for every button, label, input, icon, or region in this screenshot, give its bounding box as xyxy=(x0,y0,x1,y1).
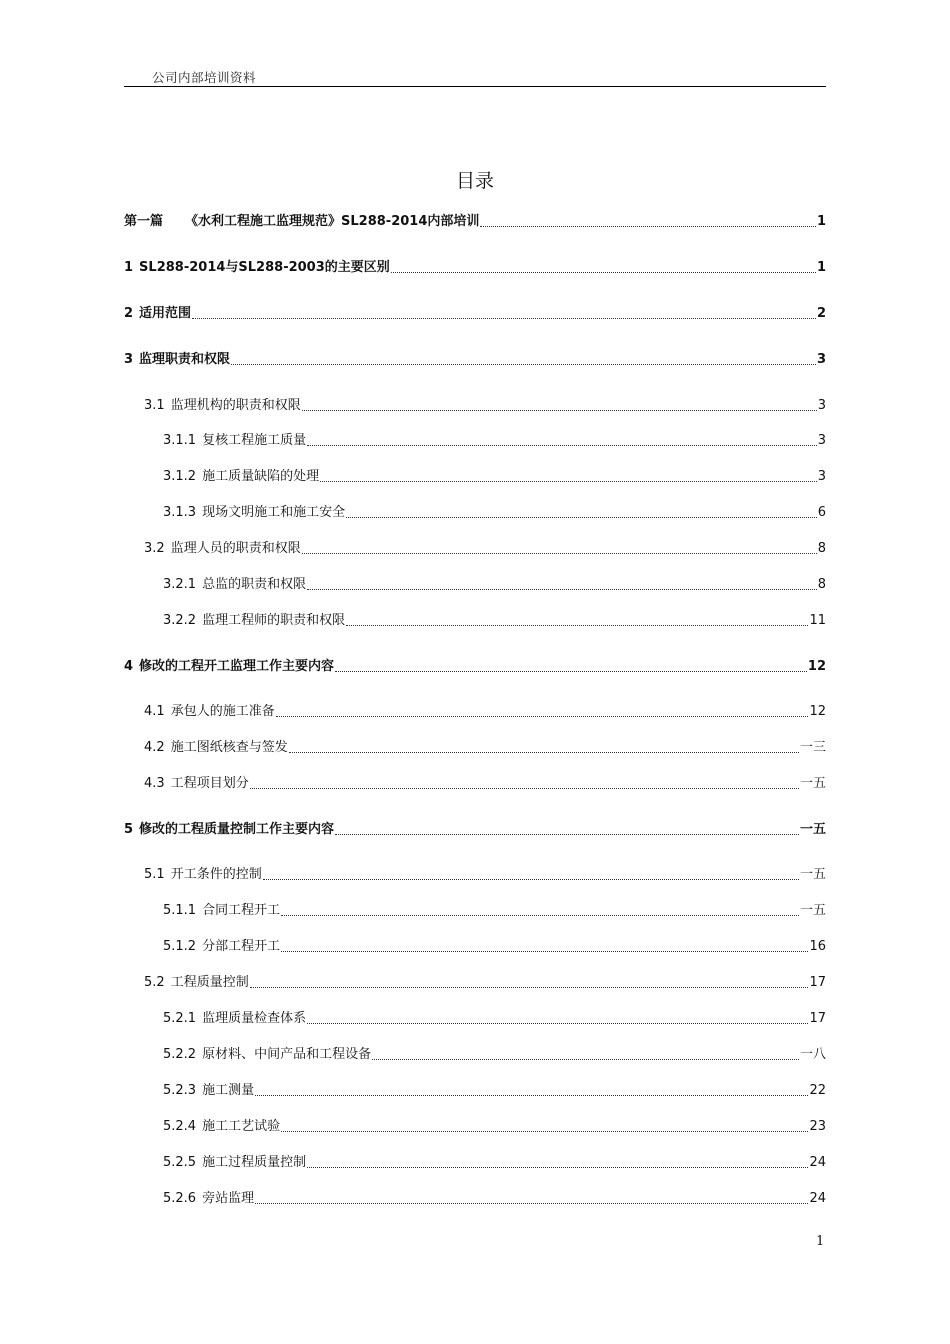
toc-entry-5-2[interactable] xyxy=(144,974,826,992)
toc-entry-number: 3.1.1 xyxy=(163,433,197,448)
toc-entry-title: 监理人员的职责和权限 xyxy=(170,541,301,556)
toc-entry-page: 12 xyxy=(807,659,826,674)
toc-entry-title: 监理工程师的职责和权限 xyxy=(202,613,346,628)
toc-entry-5-2-5[interactable] xyxy=(163,1154,826,1172)
page-header: 公司内部培训资料 xyxy=(152,70,257,85)
toc-dot-leader xyxy=(307,1022,808,1024)
toc-dot-leader xyxy=(320,480,817,482)
toc-entry-page: 11 xyxy=(809,613,826,628)
toc-entry-5-2-3[interactable] xyxy=(163,1082,826,1100)
toc-entry-5-1-2[interactable] xyxy=(163,938,826,956)
toc-entry-title: 修改的工程开工监理工作主要内容 xyxy=(139,659,335,674)
page-number: 1 xyxy=(816,1234,825,1249)
toc-entry-number: 2 xyxy=(124,306,134,321)
toc-entry-page: 一八 xyxy=(799,1047,826,1062)
toc-dot-leader xyxy=(276,715,809,717)
toc-dot-leader xyxy=(231,363,816,365)
toc-entry-number: 3.2.2 xyxy=(163,613,197,628)
toc-entry-number: 1 xyxy=(124,260,134,275)
toc-dot-leader xyxy=(281,1130,808,1132)
toc-entry-page: 3 xyxy=(816,352,826,367)
toc-entry-number: 5 xyxy=(124,822,134,837)
toc-entry-3-1-1[interactable] xyxy=(163,432,826,450)
toc-dot-leader xyxy=(255,1094,808,1096)
toc-entry-page: 1 xyxy=(816,260,826,275)
toc-entry-title: 分部工程开工 xyxy=(202,939,281,954)
toc-entry-title: 现场文明施工和施工安全 xyxy=(202,505,346,520)
toc-entry-title: 工程项目划分 xyxy=(170,776,249,791)
toc-entry-3-2-2[interactable] xyxy=(163,612,826,630)
toc-entry-title: 施工过程质量控制 xyxy=(202,1155,307,1170)
toc-dot-leader xyxy=(250,986,809,988)
toc-entry-5[interactable] xyxy=(124,821,826,839)
toc-dot-leader xyxy=(281,914,799,916)
toc-dot-leader xyxy=(250,787,799,789)
toc-entry-number: 第一篇 xyxy=(124,214,164,229)
toc-entry-title: 总监的职责和权限 xyxy=(202,577,307,592)
toc-entry-title: SL288-2014与SL288-2003的主要区别 xyxy=(139,260,390,275)
toc-dot-leader xyxy=(255,1202,808,1204)
toc-dot-leader xyxy=(263,878,799,880)
toc-entry-number: 5.2.3 xyxy=(163,1083,197,1098)
toc-entry-number: 5.2.1 xyxy=(163,1011,197,1026)
toc-entry-4[interactable] xyxy=(124,658,826,676)
toc-entry-number: 3 xyxy=(124,352,134,367)
toc-entry-title: 承包人的施工准备 xyxy=(170,704,275,719)
toc-entry-page: 一五 xyxy=(799,867,826,882)
toc-entry-1[interactable] xyxy=(124,259,826,277)
toc-dot-leader xyxy=(335,670,807,672)
toc-entry-number: 4.3 xyxy=(144,776,165,791)
toc-entry-page: 一三 xyxy=(799,740,826,755)
toc-entry-title: 施工工艺试验 xyxy=(202,1119,281,1134)
toc-entry-page: 23 xyxy=(809,1119,826,1134)
toc-entry-number: 3.1.2 xyxy=(163,469,197,484)
toc-entry-number: 3.2.1 xyxy=(163,577,197,592)
toc-entry-5-2-4[interactable] xyxy=(163,1118,826,1136)
toc-entry-title: 合同工程开工 xyxy=(202,903,281,918)
toc-entry-number: 5.2.4 xyxy=(163,1119,197,1134)
toc-entry-title: 监理机构的职责和权限 xyxy=(170,398,301,413)
toc-entry-title: 监理质量检查体系 xyxy=(202,1011,307,1026)
toc-dot-leader xyxy=(307,1166,808,1168)
toc-entry-number: 4.2 xyxy=(144,740,165,755)
toc-dot-leader xyxy=(391,271,816,273)
toc-entry-page: 24 xyxy=(809,1155,826,1170)
toc-entry-number: 5.1.1 xyxy=(163,903,197,918)
toc-entry-page: 22 xyxy=(809,1083,826,1098)
toc-entry-title: 复核工程施工质量 xyxy=(202,433,307,448)
toc-entry-page: 2 xyxy=(816,306,826,321)
toc-entry-3-2-1[interactable] xyxy=(163,576,826,594)
toc-entry-number: 4 xyxy=(124,659,134,674)
toc-entry-4-1[interactable] xyxy=(144,703,826,721)
toc-entry-3-2[interactable] xyxy=(144,540,826,558)
toc-entry-title: 修改的工程质量控制工作主要内容 xyxy=(139,822,335,837)
toc-entry-number: 5.2.6 xyxy=(163,1191,197,1206)
toc-dot-leader xyxy=(346,516,817,518)
toc-title: 目录 xyxy=(455,170,494,192)
toc-entry-title: 原材料、中间产品和工程设备 xyxy=(202,1047,372,1062)
toc-entry-4-2[interactable] xyxy=(144,739,826,757)
toc-entry-page: 6 xyxy=(817,505,826,520)
toc-entry-3-1-2[interactable] xyxy=(163,468,826,486)
toc-dot-leader xyxy=(480,225,816,227)
toc-entry-page: 3 xyxy=(817,433,826,448)
toc-dot-leader xyxy=(307,444,817,446)
toc-entry-number: 3.1 xyxy=(144,398,165,413)
toc-entry-4-3[interactable] xyxy=(144,775,826,793)
toc-entry-page: 17 xyxy=(809,975,826,990)
toc-entry-page: 8 xyxy=(817,577,826,592)
toc-entry-3[interactable] xyxy=(124,351,826,369)
toc-entry-number: 5.1.2 xyxy=(163,939,197,954)
toc-entry-3-1-3[interactable] xyxy=(163,504,826,522)
toc-entry-title: 施工测量 xyxy=(202,1083,255,1098)
toc-entry-title: 监理职责和权限 xyxy=(139,352,231,367)
toc-entry-page: 24 xyxy=(809,1191,826,1206)
toc-entry-5-2-1[interactable] xyxy=(163,1010,826,1028)
toc-entry-page: 16 xyxy=(809,939,826,954)
toc-entry-5-2-2[interactable] xyxy=(163,1046,826,1064)
toc-entry-5-2-6[interactable] xyxy=(163,1190,826,1208)
toc-entry-page: 17 xyxy=(809,1011,826,1026)
toc-entry-title: 旁站监理 xyxy=(202,1191,255,1206)
toc-entry-number: 5.2.5 xyxy=(163,1155,197,1170)
toc-dot-leader xyxy=(281,950,808,952)
toc-entry-title: 工程质量控制 xyxy=(170,975,249,990)
toc-entry-number: 4.1 xyxy=(144,704,165,719)
toc-entry-number: 5.2 xyxy=(144,975,165,990)
toc-dot-leader xyxy=(372,1058,799,1060)
toc-dot-leader xyxy=(307,588,817,590)
toc-entry-page: 一五 xyxy=(799,776,826,791)
toc-entry-title: 适用范围 xyxy=(139,306,192,321)
toc-entry-3-1[interactable] xyxy=(144,397,826,415)
toc-entry-page: 12 xyxy=(809,704,826,719)
toc-dot-leader xyxy=(346,624,808,626)
toc-entry-page: 3 xyxy=(817,469,826,484)
toc-dot-leader xyxy=(289,751,799,753)
toc-entry-title: 施工质量缺陷的处理 xyxy=(202,469,320,484)
toc-entry-number: 5.1 xyxy=(144,867,165,882)
toc-entry-page: 一五 xyxy=(799,903,826,918)
toc-entry-page: 1 xyxy=(816,214,826,229)
toc-entry-5-1-1[interactable] xyxy=(163,902,826,920)
header-divider xyxy=(124,86,826,87)
toc-entry-page: 8 xyxy=(817,541,826,556)
toc-entry-number: 3.1.3 xyxy=(163,505,197,520)
toc-dot-leader xyxy=(302,409,817,411)
toc-entry-page: 一五 xyxy=(799,822,826,837)
toc-entry-2[interactable] xyxy=(124,305,826,323)
toc-entry-part-1[interactable] xyxy=(124,213,826,231)
toc-entry-number: 5.2.2 xyxy=(163,1047,197,1062)
toc-dot-leader xyxy=(302,552,817,554)
toc-dot-leader xyxy=(335,833,799,835)
toc-entry-number: 3.2 xyxy=(144,541,165,556)
toc-entry-page: 3 xyxy=(817,398,826,413)
toc-entry-title: 《水利工程施工监理规范》SL288-2014内部培训 xyxy=(185,214,480,229)
toc-entry-title: 施工图纸核查与签发 xyxy=(170,740,288,755)
toc-entry-title: 开工条件的控制 xyxy=(170,867,262,882)
toc-entry-5-1[interactable] xyxy=(144,866,826,884)
toc-dot-leader xyxy=(192,317,816,319)
